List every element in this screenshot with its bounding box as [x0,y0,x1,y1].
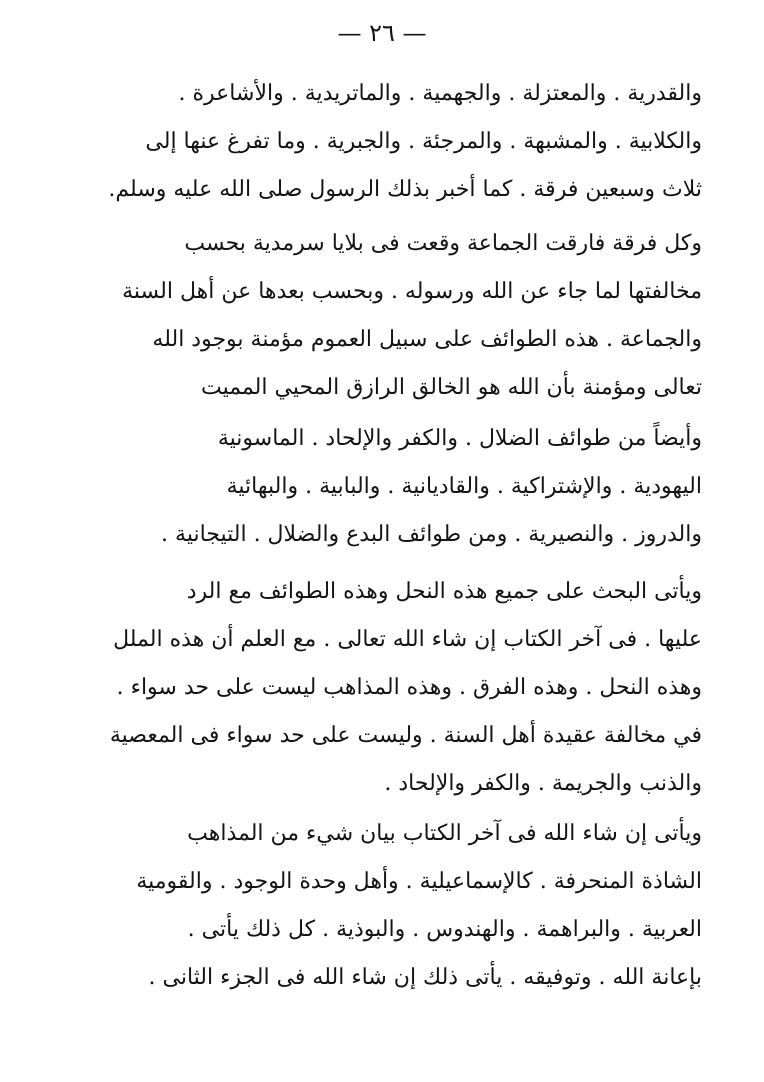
text-line: ويأتى البحث على جميع هذه النحل وهذه الطوائف مع الرد [186,579,702,604]
text-line: العربية . والبراهمة . والهندوس . والبوذية . كل ذلك يأتى . [187,917,702,942]
text-line: وكل فرقة فارقت الجماعة وقعت فى بلايا سرمدية بحسب [184,231,702,256]
text-line: اليهودية . والإشتراكية . والقاديانية . والبابية . والبهائية [226,474,702,499]
text-line: تعالى ومؤمنة بأن الله هو الخالق الرازق المحيي المميت [201,375,702,400]
text-line: في مخالفة عقيدة أهل السنة . وليست على حد سواء فى المعصية [109,723,702,748]
text-line: بإعانة الله . وتوفيقه . يأتى ذلك إن شاء الله فى الجزء الثانى . [148,965,702,990]
paragraph-2 [62,220,702,412]
text-line: والدروز . والنصيرية . ومن طوائف البدع والضلال . التيجانية . [161,522,702,547]
page-number: — ٢٦ — [337,19,427,47]
text-line: وأيضاً من طوائف الضلال . والكفر والإلحاد . الماسونية [217,426,702,451]
text-line: ثلاث وسبعين فرقة . كما أخبر بذلك الرسول صلى الله عليه وسلم. [108,177,702,202]
text-line: والذنب والجريمة . والكفر والإلحاد . [384,771,702,796]
text-line: والقدرية . والمعتزلة . والجهمية . والماتريدية . والأشاعرة . [178,81,702,106]
text-line: والجماعة . هذه الطوائف على سبيل العموم مؤمنة بوجود الله [152,327,702,352]
paragraph-5 [62,810,702,1002]
paragraph-1 [62,70,702,214]
text-line: عليها . فى آخر الكتاب إن شاء الله تعالى . مع العلم أن هذه الملل [113,627,702,652]
text-line: وهذه النحل . وهذه الفرق . وهذه المذاهب ليست على حد سواء . [116,675,702,700]
text-line: الشاذة المنحرفة . كالإسماعيلية . وأهل وحدة الوجود . والقومية [136,869,702,894]
paragraph-3 [62,415,702,559]
text-line: ويأتى إن شاء الله فى آخر الكتاب بيان شيء من المذاهب [187,821,702,846]
paragraph-4 [62,568,702,808]
text-line: مخالفتها لما جاء عن الله ورسوله . وبحسب بعدها عن أهل السنة [122,279,702,304]
text-line: والكلابية . والمشبهة . والمرجئة . والجبرية . وما تفرغ عنها إلى [145,129,702,154]
